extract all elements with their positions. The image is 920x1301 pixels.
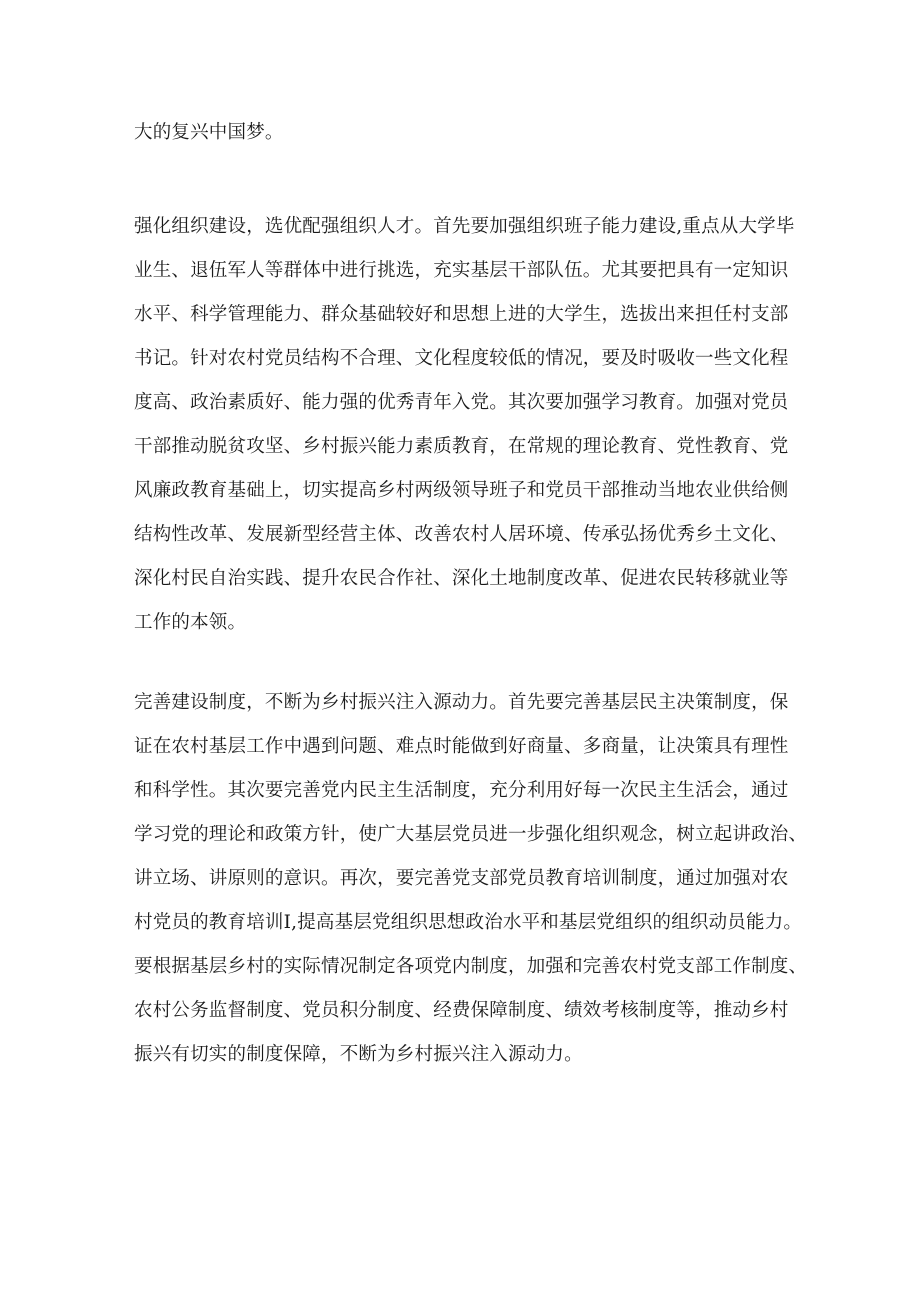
text-line: 强化组织建设，选优配强组织人才。首先要加强组织班子能力建设,重点从大学毕 — [134, 216, 795, 237]
text-line: 干部推动脱贫攻坚、乡村振兴能力素质教育，在常规的理论教育、党性教育、党 — [134, 436, 789, 457]
text-line: 农村公务监督制度、党员积分制度、经费保障制度、绩效考核制度等，推动乡村 — [134, 1000, 789, 1021]
text-line: 村党员的教育培训I,提高基层党组织思想政治水平和基层党组织的组织动员能力。 — [134, 912, 803, 933]
text-line: 风廉政教育基础上，切实提高乡村两级领导班子和党员干部推动当地农业供给侧 — [134, 480, 789, 501]
text-line: 学习党的理论和政策方针，使广大基层党员进一步强化组织观念，树立起讲政治、 — [134, 824, 808, 845]
text-line: 完善建设制度，不断为乡村振兴注入源动力。首先要完善基层民主决策制度，保 — [134, 692, 789, 713]
text-line: 要根据基层乡村的实际情况制定各项党内制度，加强和完善农村党支部工作制度、 — [134, 956, 808, 977]
text-line: 工作的本领。 — [134, 612, 247, 633]
text-line: 书记。针对农村党员结构不合理、文化程度较低的情况，要及时吸收一些文化程 — [134, 348, 789, 369]
text-line: 度高、政治素质好、能力强的优秀青年入党。其次要加强学习教育。加强对党员 — [134, 392, 789, 413]
text-line: 大的复兴中国梦。 — [134, 122, 284, 143]
text-line: 水平、科学管理能力、群众基础较好和思想上进的大学生，选拔出来担任村支部 — [134, 304, 789, 325]
text-line: 证在农村基层工作中遇到问题、难点时能做到好商量、多商量，让决策具有理性 — [134, 736, 789, 757]
text-line: 讲立场、讲原则的意识。再次，要完善党支部党员教育培训制度，通过加强对农 — [134, 868, 789, 889]
text-line: 业生、退伍军人等群体中进行挑选，充实基层干部队伍。尤其要把具有一定知识 — [134, 260, 789, 281]
text-line: 振兴有切实的制度保障，不断为乡村振兴注入源动力。 — [134, 1044, 583, 1065]
text-line: 结构性改革、发展新型经营主体、改善农村人居环境、传承弘扬优秀乡土文化、 — [134, 524, 789, 545]
text-line: 和科学性。其次要完善党内民主生活制度，充分利用好每一次民主生活会，通过 — [134, 780, 789, 801]
text-line: 深化村民自治实践、提升农民合作社、深化土地制度改革、促进农民转移就业等 — [134, 568, 789, 589]
